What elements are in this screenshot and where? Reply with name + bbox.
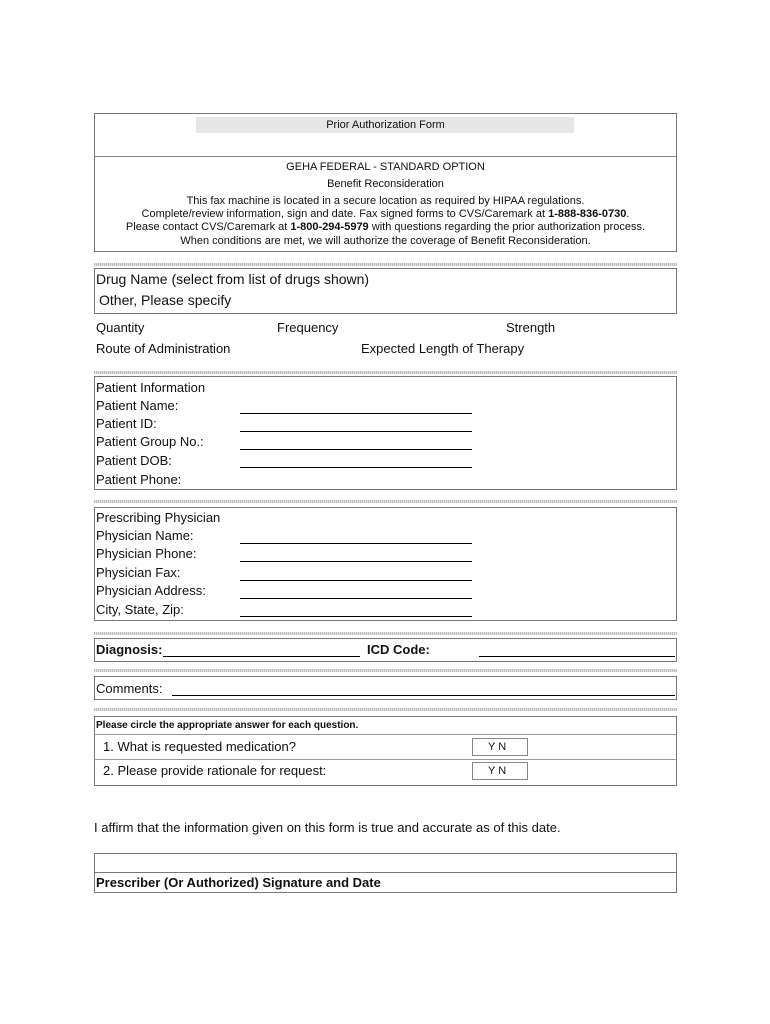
quantity-label: Quantity: [96, 320, 145, 335]
comments-field[interactable]: [172, 695, 675, 696]
signature-divider: [94, 872, 677, 873]
contact-notice: [95, 221, 676, 233]
physician-phone-field[interactable]: [240, 561, 472, 562]
physician-fax-field[interactable]: [240, 580, 472, 581]
physician-heading: Prescribing Physician: [96, 510, 221, 525]
patient-phone-label: Patient Phone:: [96, 472, 182, 487]
physician-phone-label: Physician Phone:: [96, 546, 197, 561]
header-box: [94, 113, 677, 252]
separator: [94, 500, 677, 503]
fax-notice-end: .: [626, 208, 630, 220]
question-1-text: 1. What is requested medication?: [103, 739, 296, 754]
diagnosis-field[interactable]: [163, 656, 360, 657]
comments-box: [94, 676, 677, 700]
separator: [94, 632, 677, 635]
fax-number: 1-888-836-0730: [548, 208, 627, 220]
physician-address-field[interactable]: [240, 598, 472, 599]
patient-name-field[interactable]: [240, 413, 472, 414]
separator: [94, 263, 677, 266]
frequency-label: Frequency: [277, 320, 339, 335]
comments-label: Comments:: [96, 681, 163, 696]
contact-notice-end: with questions regarding the prior authorization process.: [368, 221, 646, 233]
separator: [94, 669, 677, 672]
patient-name-label: Patient Name:: [96, 398, 179, 413]
diagnosis-label: Diagnosis:: [96, 642, 163, 657]
physician-name-label: Physician Name:: [96, 528, 194, 543]
city-state-zip-label: City, State, Zip:: [96, 602, 184, 617]
affirmation-text: I affirm that the information given on this form is true and accurate as of this date.: [94, 820, 561, 835]
route-label: Route of Administration: [96, 341, 231, 356]
contact-notice-text: Please contact CVS/Caremark at: [125, 221, 291, 233]
fax-notice: [95, 208, 676, 220]
city-state-zip-field[interactable]: [240, 616, 472, 617]
patient-heading: Patient Information: [96, 380, 206, 395]
question-2-text: 2. Please provide rationale for request:: [103, 763, 327, 778]
hipaa-notice: This fax machine is located in a secure location as required by HIPAA regulations.: [186, 195, 585, 207]
fax-notice-text: Complete/review information, sign and date. Fax signed forms to CVS/Caremark at: [141, 208, 549, 220]
signature-label: Prescriber (Or Authorized) Signature and Date: [96, 875, 381, 890]
plan-name: GEHA FEDERAL - STANDARD OPTION: [286, 161, 485, 173]
physician-address-label: Physician Address:: [96, 583, 206, 598]
drug-name-label: Drug Name (select from list of drugs shown): [96, 271, 370, 287]
form-subtitle: Benefit Reconsideration: [327, 178, 444, 190]
coverage-notice: When conditions are met, we will authorize the coverage of Benefit Reconsideration.: [180, 235, 591, 247]
patient-group-field[interactable]: [240, 449, 472, 450]
strength-label: Strength: [506, 320, 556, 335]
form-title: Prior Authorization Form: [326, 119, 445, 131]
patient-dob-field[interactable]: [240, 467, 472, 468]
separator: [94, 371, 677, 374]
contact-phone-number: 1-800-294-5979: [290, 221, 369, 233]
separator: [94, 708, 677, 711]
patient-group-label: Patient Group No.:: [96, 434, 204, 449]
other-drug-label[interactable]: Other, Please specify: [99, 292, 232, 308]
patient-id-label: Patient ID:: [96, 416, 157, 431]
therapy-length-label: Expected Length of Therapy: [361, 341, 525, 356]
icd-code-field[interactable]: [479, 656, 675, 657]
icd-code-label: ICD Code:: [367, 642, 430, 657]
questions-instruction: Please circle the appropriate answer for each question.: [96, 720, 359, 731]
instruction-divider: [94, 734, 677, 735]
patient-id-field[interactable]: [240, 431, 472, 432]
physician-fax-label: Physician Fax:: [96, 565, 181, 580]
header-divider: [95, 156, 676, 157]
question-1-rule: [94, 759, 677, 760]
question-2-answer[interactable]: Y N: [488, 765, 507, 777]
patient-dob-label: Patient DOB:: [96, 453, 172, 468]
physician-name-field[interactable]: [240, 543, 472, 544]
question-1-answer[interactable]: Y N: [488, 741, 507, 753]
